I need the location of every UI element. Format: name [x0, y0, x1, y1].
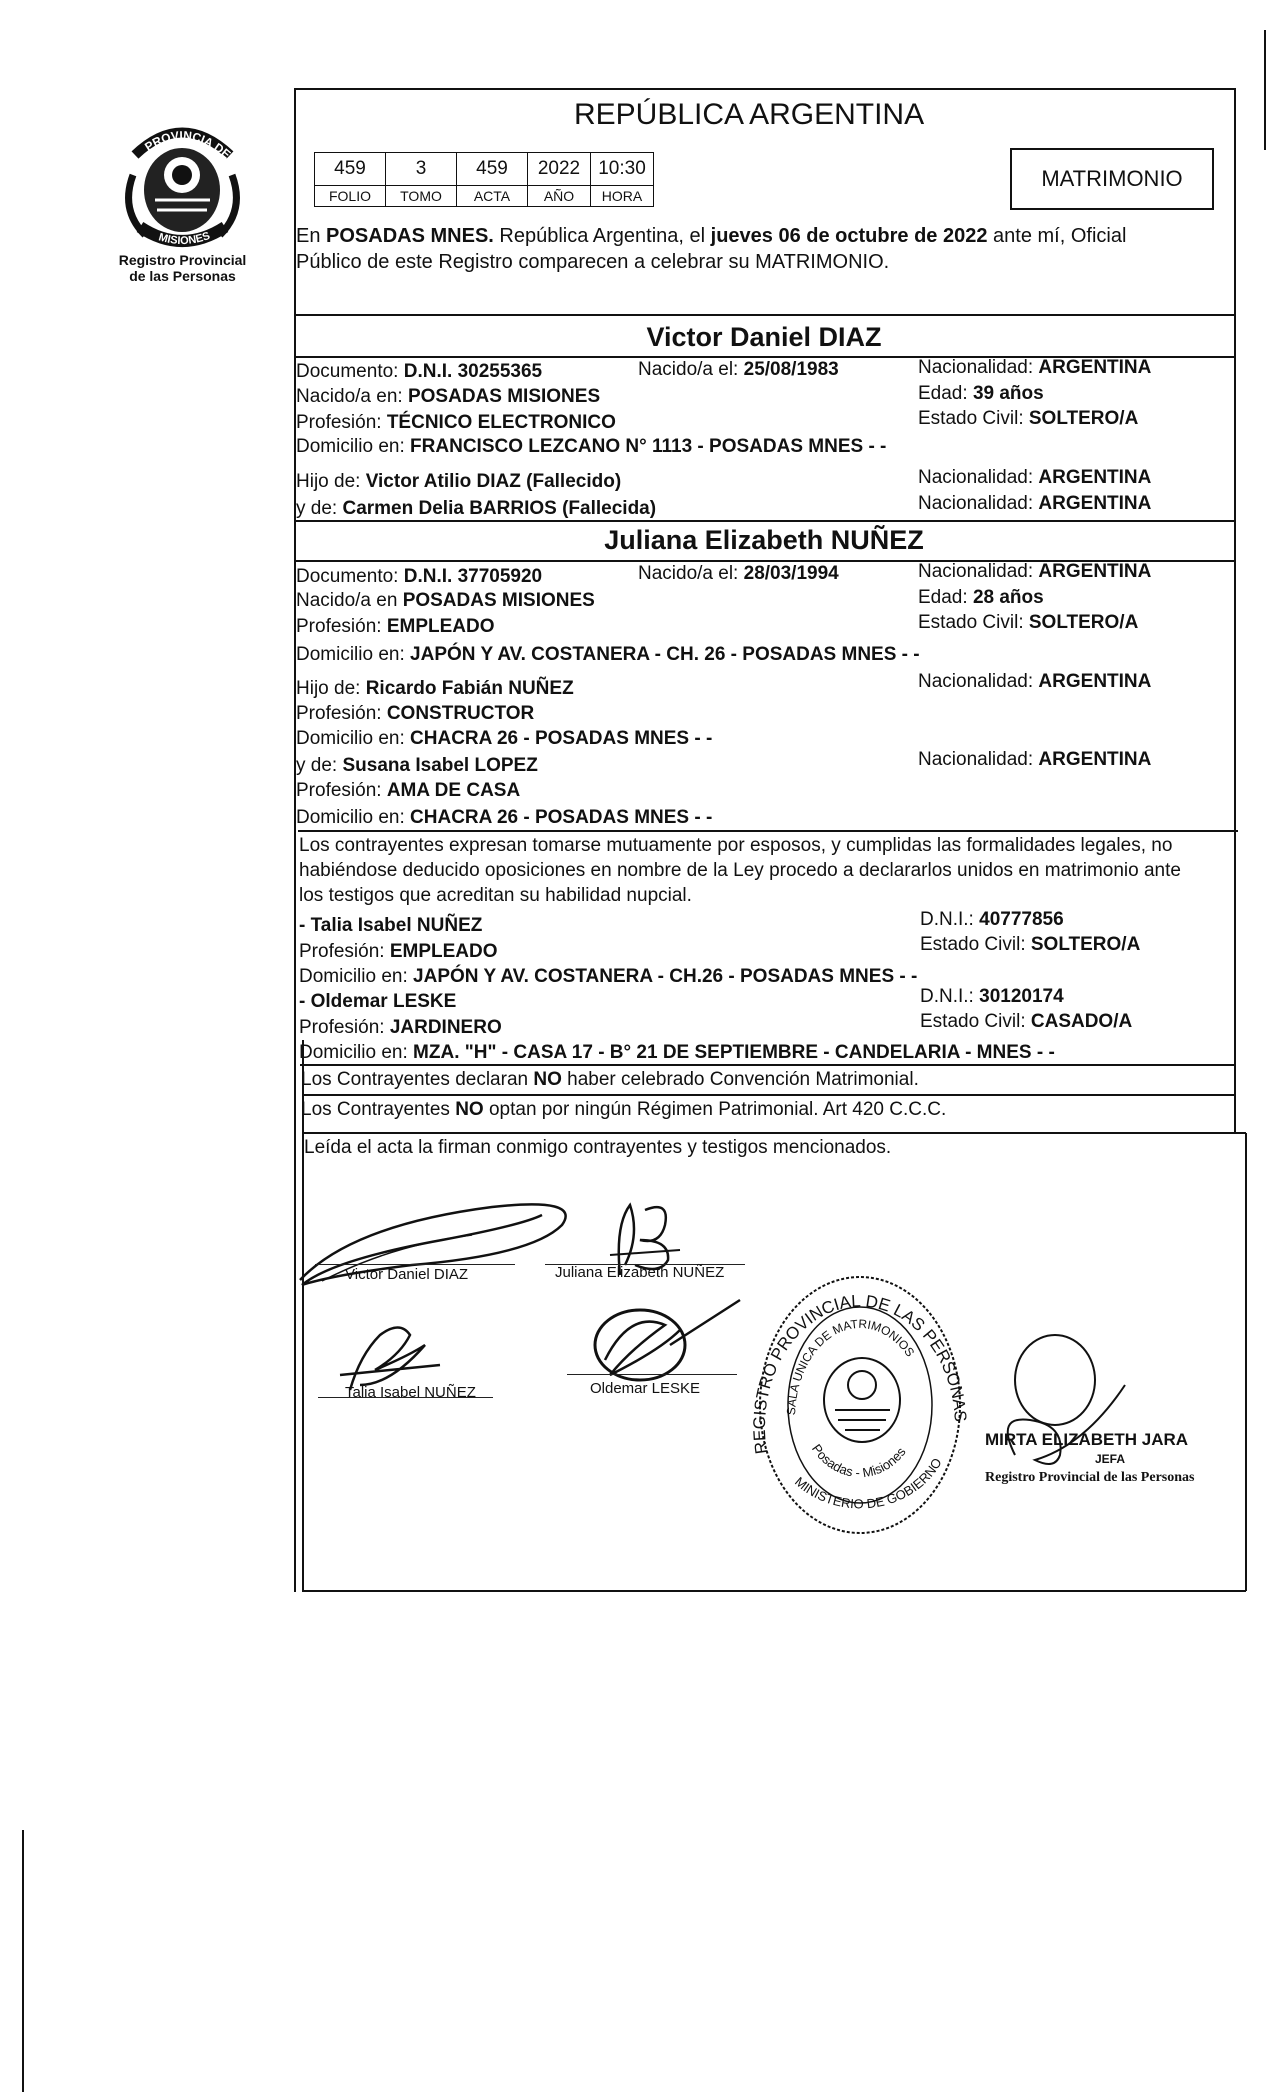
spouse1-age: Edad: 39 años: [918, 383, 1044, 404]
spouse2-address: Domicilio en: JAPÓN Y AV. COSTANERA - CH. 26 - POSADAS MNES - -: [296, 644, 920, 665]
spouse1-mother: y de: Carmen Delia BARRIOS (Fallecida): [296, 498, 657, 519]
witness1-name: - Talia Isabel NUÑEZ: [299, 915, 483, 936]
spouse2-nationality: Nacionalidad: ARGENTINA: [918, 561, 1152, 582]
official-seal: [750, 1265, 970, 1540]
spouse1-civil-status: Estado Civil: SOLTERO/A: [918, 408, 1139, 429]
spouse1-father-nationality: Nacionalidad: ARGENTINA: [918, 467, 1152, 488]
spouse1-name: Victor Daniel DIAZ: [646, 322, 882, 352]
spouse1-address: Domicilio en: FRANCISCO LEZCANO N° 1113 - POSADAS MNES - -: [296, 436, 887, 457]
svg-text:SALA UNICA DE MATRIMONIOS: SALA UNICA DE MATRIMONIOS: [783, 1316, 918, 1416]
spouse2-father: Hijo de: Ricardo Fabián NUÑEZ: [296, 678, 574, 699]
hora-label: HORA: [591, 186, 654, 207]
hora-value: 10:30: [591, 153, 654, 186]
witness1-dni: D.N.I.: 40777856: [920, 909, 1064, 930]
ano-value: 2022: [528, 153, 591, 186]
document-title: REPÚBLICA ARGENTINA: [574, 98, 925, 131]
signature-scribble-3: [330, 1315, 470, 1395]
folio-value: 459: [315, 153, 386, 186]
declaration-line-2: habiéndose deducido oposiciones en nombre de la Ley procedo a declararlos unidos en matrimonio ante: [299, 860, 1181, 881]
witness2-address: Domicilio en: MZA. "H" - CASA 17 - B° 21 DE SEPTIEMBRE - CANDELARIA - MNES - -: [299, 1042, 1055, 1063]
registry-name: Registro Provincial de las Personas: [118, 252, 247, 284]
signature-spouse2: Juliana Elizabeth NUÑEZ: [555, 1264, 725, 1281]
witness1-profession: Profesión: EMPLEADO: [299, 941, 498, 962]
spouse1-document: Documento: D.N.I. 30255365: [296, 361, 543, 382]
spouse2-name: Juliana Elizabeth NUÑEZ: [604, 525, 924, 555]
acta-label: ACTA: [457, 186, 528, 207]
official-organization: Registro Provincial de las Personas: [985, 1470, 1195, 1485]
spouse2-document: Documento: D.N.I. 37705920: [296, 566, 543, 587]
record-references: [314, 152, 654, 207]
intro-line-1: En POSADAS MNES. República Argentina, el jueves 06 de octubre de 2022 ante mí, Oficial: [296, 225, 1127, 247]
signature-scribble-4: [570, 1290, 750, 1390]
act-type-box: MATRIMONIO: [1010, 148, 1214, 210]
svg-text:MISIONES: MISIONES: [157, 229, 212, 248]
svg-text:REGISTRO PROVINCIAL DE LAS PER: REGISTRO PROVINCIAL DE LAS PERSONAS: [750, 1291, 970, 1456]
spouse1-profession: Profesión: TÉCNICO ELECTRONICO: [296, 412, 616, 433]
closing-statement: Leída el acta la firman conmigo contrayentes y testigos mencionados.: [304, 1137, 892, 1158]
spouse1-birthplace: Nacido/a en: POSADAS MISIONES: [296, 386, 601, 407]
spouse2-birthplace: Nacido/a en POSADAS MISIONES: [296, 590, 595, 611]
provincial-logo: [115, 115, 250, 255]
spouse2-mother-address: Domicilio en: CHACRA 26 - POSADAS MNES - -: [296, 807, 713, 828]
spouse2-mother-nationality: Nacionalidad: ARGENTINA: [918, 749, 1152, 770]
official-role: JEFA: [1095, 1452, 1126, 1466]
ano-label: AÑO: [528, 186, 591, 207]
binding-mark: [22, 1830, 24, 2092]
spouse1-mother-nationality: Nacionalidad: ARGENTINA: [918, 493, 1152, 514]
acta-value: 459: [457, 153, 528, 186]
svg-text:PROVINCIA DE: PROVINCIA DE: [142, 128, 234, 162]
declaration-line-1: Los contrayentes expresan tomarse mutuamente por esposos, y cumplidas las formalidades legales, no: [299, 835, 1173, 856]
witness2-dni: D.N.I.: 30120174: [920, 986, 1064, 1007]
patrimonial-regime-statement: Los Contrayentes NO optan por ningún Régimen Patrimonial. Art 420 C.C.C.: [301, 1099, 947, 1120]
tomo-value: 3: [386, 153, 457, 186]
spouse1-father: Hijo de: Victor Atilio DIAZ (Fallecido): [296, 471, 622, 492]
spouse2-father-address: Domicilio en: CHACRA 26 - POSADAS MNES - -: [296, 728, 713, 749]
spouse2-father-nationality: Nacionalidad: ARGENTINA: [918, 671, 1152, 692]
witness2-profession: Profesión: JARDINERO: [299, 1017, 502, 1038]
spouse2-civil-status: Estado Civil: SOLTERO/A: [918, 612, 1139, 633]
witness2-name: - Oldemar LESKE: [299, 991, 457, 1012]
spouse2-father-profession: Profesión: CONSTRUCTOR: [296, 703, 535, 724]
declaration-line-3: los testigos que acreditan su habilidad nupcial.: [299, 885, 692, 906]
svg-text:MINISTERIO DE GOBIERNO: MINISTERIO DE GOBIERNO: [792, 1455, 945, 1512]
intro-line-2: Público de este Registro comparecen a celebrar su MATRIMONIO.: [296, 251, 890, 273]
spouse1-nationality: Nacionalidad: ARGENTINA: [918, 357, 1152, 378]
signature-witness1: Talia Isabel NUÑEZ: [345, 1384, 476, 1401]
spouse2-mother-profession: Profesión: AMA DE CASA: [296, 780, 521, 801]
witness1-address: Domicilio en: JAPÓN Y AV. COSTANERA - CH.26 - POSADAS MNES - -: [299, 966, 918, 987]
spouse1-birthdate: Nacido/a el: 25/08/1983: [638, 359, 839, 380]
folio-label: FOLIO: [315, 186, 386, 207]
spouse2-mother: y de: Susana Isabel LOPEZ: [296, 755, 538, 776]
official-name: MIRTA ELIZABETH JARA: [985, 1430, 1189, 1449]
signature-spouse1: Victor Daniel DIAZ: [345, 1266, 469, 1283]
witness1-civil-status: Estado Civil: SOLTERO/A: [920, 934, 1141, 955]
witness2-civil-status: Estado Civil: CASADO/A: [920, 1011, 1133, 1032]
spouse2-profession: Profesión: EMPLEADO: [296, 616, 495, 637]
tomo-label: TOMO: [386, 186, 457, 207]
signature-witness2: Oldemar LESKE: [590, 1380, 701, 1397]
spouse2-birthdate: Nacido/a el: 28/03/1994: [638, 563, 839, 584]
spouse2-age: Edad: 28 años: [918, 587, 1044, 608]
page-edge-mark: [1264, 30, 1266, 150]
svg-text:Posadas - Misiones: Posadas - Misiones: [808, 1441, 909, 1481]
convention-statement: Los Contrayentes declaran NO haber celebrado Convención Matrimonial.: [301, 1069, 919, 1090]
